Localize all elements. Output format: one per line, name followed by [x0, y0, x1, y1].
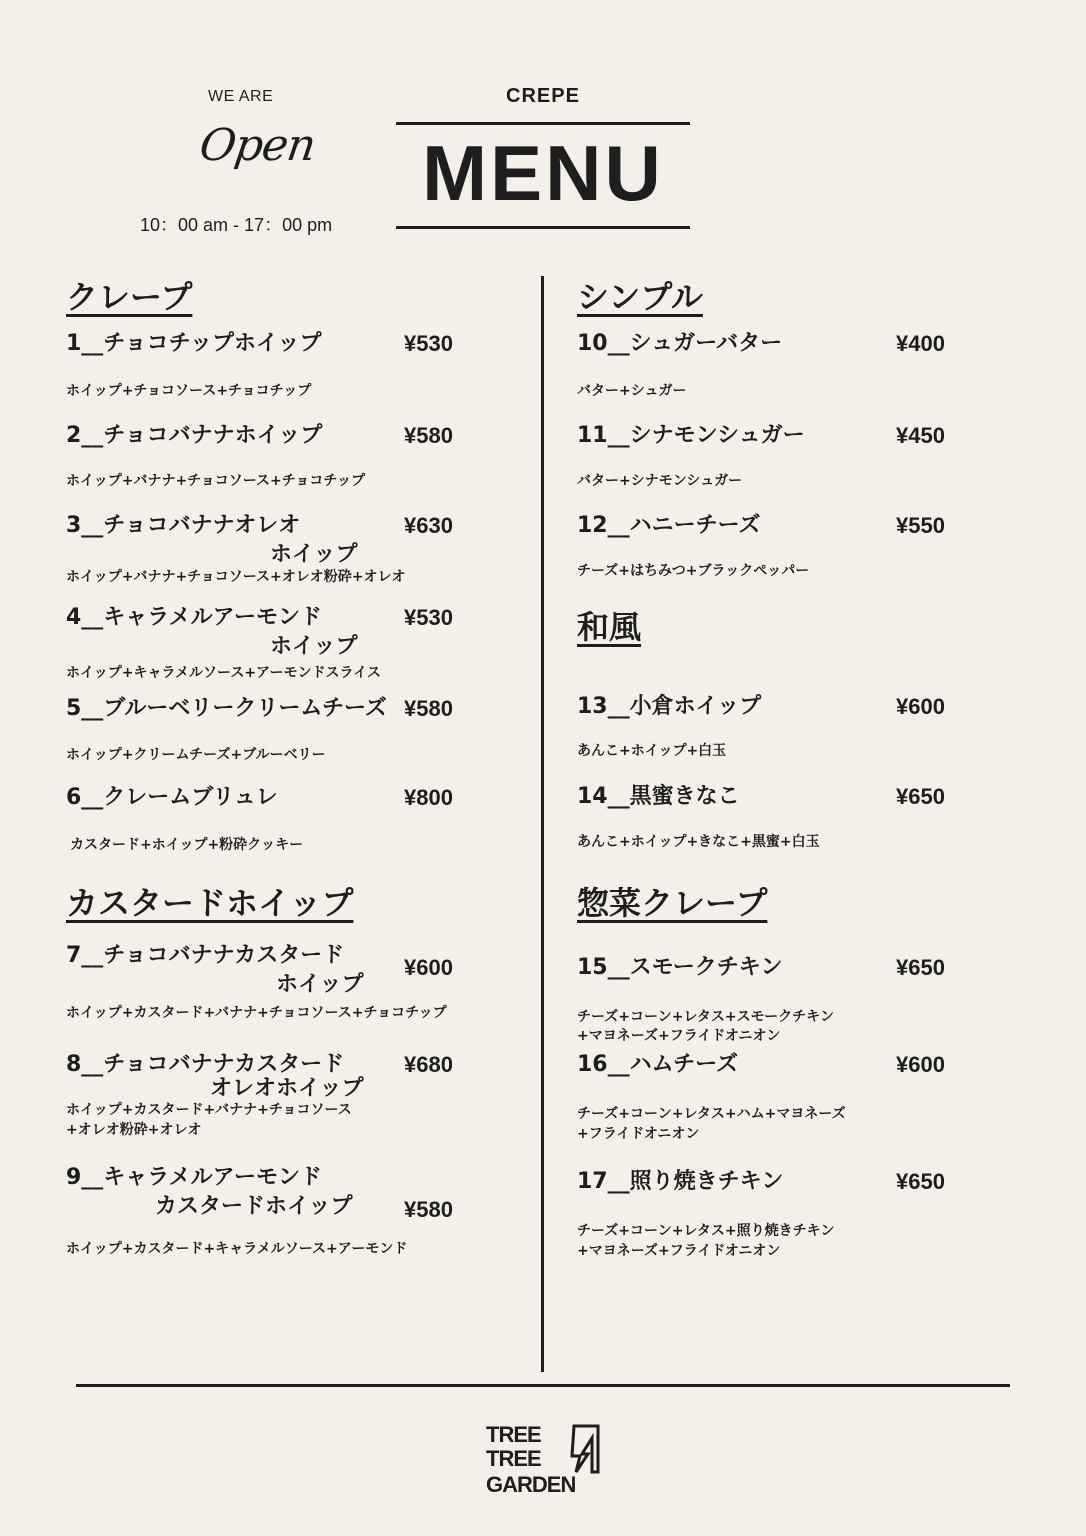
menu-item-name-line2: オレオホイップ — [210, 1076, 364, 1101]
title-rule-bottom — [396, 226, 690, 229]
menu-item-name: 1__チョコチップホイップ — [66, 331, 322, 356]
crepe-label: CREPE — [506, 85, 580, 107]
menu-item-price: ¥680 — [404, 1052, 453, 1077]
menu-item-name: 4__キャラメルアーモンド — [66, 605, 322, 630]
menu-item-name: 8__チョコバナナカスタード — [66, 1052, 345, 1077]
menu-item-desc: バター+シュガー — [577, 383, 687, 399]
menu-item-price: ¥530 — [404, 605, 453, 630]
menu-item-desc: カスタード+ホイップ+粉砕クッキー — [70, 837, 304, 853]
menu-item-desc: ホイップ+カスタード+バナナ+チョコソース+チョコチップ — [66, 1005, 447, 1021]
menu-item-price: ¥450 — [896, 423, 945, 448]
section-title-simple: シンプル — [577, 278, 703, 316]
menu-item-desc: ホイップ+バナナ+チョコソース+オレオ粉砕+オレオ — [66, 569, 406, 585]
menu-item-name: 16__ハムチーズ — [577, 1052, 739, 1077]
menu-item-name: 11__シナモンシュガー — [577, 423, 805, 448]
logo-line3: GARDEN — [486, 1472, 576, 1497]
section-title-savory: 惣菜クレープ — [577, 884, 768, 922]
menu-item-price: ¥400 — [896, 331, 945, 356]
menu-item-desc: チーズ+コーン+レタス+スモークチキン — [577, 1009, 834, 1025]
menu-item-name-line2: ホイップ — [270, 634, 358, 659]
section-title-japanese: 和風 — [577, 608, 642, 646]
menu-item-desc: チーズ+コーン+レタス+照り焼きチキン — [577, 1223, 835, 1239]
menu-item-name: 12__ハニーチーズ — [577, 513, 761, 538]
menu-item-desc: ホイップ+クリームチーズ+ブルーベリー — [66, 747, 326, 763]
menu-item-desc-line2: +マヨネーズ+フライドオニオン — [577, 1028, 781, 1044]
menu-item-name: 9__キャラメルアーモンド — [66, 1165, 322, 1190]
section-title-custard: カスタードホイップ — [66, 884, 354, 922]
menu-item-price: ¥580 — [404, 1197, 453, 1222]
menu-item-price: ¥600 — [896, 1052, 945, 1077]
menu-item-desc: ホイップ+キャラメルソース+アーモンドスライス — [66, 665, 381, 681]
menu-item-name: 14__黒蜜きなこ — [577, 784, 740, 809]
menu-item-name: 10__シュガーバター — [577, 331, 783, 356]
menu-item-price: ¥650 — [896, 955, 945, 980]
menu-item-price: ¥650 — [896, 784, 945, 809]
menu-item-price: ¥550 — [896, 513, 945, 538]
logo-line1: TREE — [486, 1422, 541, 1447]
menu-item-name: 5__ブルーベリークリームチーズ — [66, 696, 387, 721]
menu-item-desc: チーズ+はちみつ+ブラックペッパー — [577, 563, 810, 579]
column-divider — [541, 276, 544, 1372]
menu-item-name-line2: カスタードホイップ — [155, 1194, 353, 1219]
open-script-label: Open — [196, 120, 319, 171]
tree-tree-garden-logo — [486, 1424, 602, 1500]
menu-item-name: 6__クレームブリュレ — [66, 785, 278, 810]
menu-item-name: 13__小倉ホイップ — [577, 694, 762, 719]
lightning-tree-icon — [564, 1424, 600, 1474]
menu-item-desc: チーズ+コーン+レタス+ハム+マヨネーズ — [577, 1106, 846, 1122]
logo-line2: TREE — [486, 1446, 541, 1471]
menu-item-price: ¥600 — [404, 955, 453, 980]
menu-item-price: ¥650 — [896, 1169, 945, 1194]
menu-item-price: ¥630 — [404, 513, 453, 538]
we-are-label: WE ARE — [208, 88, 274, 105]
footer-rule — [76, 1384, 1010, 1387]
menu-item-price: ¥580 — [404, 423, 453, 448]
section-title-crepe: クレープ — [66, 278, 193, 316]
menu-item-name: 2__チョコバナナホイップ — [66, 423, 323, 448]
title-rule-top — [396, 122, 690, 125]
menu-item-name: 15__スモークチキン — [577, 955, 783, 980]
menu-item-desc: ホイップ+バナナ+チョコソース+チョコチップ — [66, 473, 365, 489]
menu-item-name: 7__チョコバナナカスタード — [66, 943, 345, 968]
menu-item-price: ¥580 — [404, 696, 453, 721]
menu-item-desc-line2: +マヨネーズ+フライドオニオン — [577, 1243, 781, 1259]
menu-item-price: ¥600 — [896, 694, 945, 719]
menu-item-desc: あんこ+ホイップ+きなこ+黒蜜+白玉 — [577, 834, 820, 850]
menu-item-name-line2: ホイップ — [276, 972, 364, 997]
menu-title: MENU — [422, 129, 664, 217]
menu-item-desc: バター+シナモンシュガー — [577, 473, 743, 489]
menu-item-price: ¥800 — [404, 785, 453, 810]
menu-item-name-line2: ホイップ — [270, 542, 358, 567]
menu-item-desc-line2: +フライドオニオン — [577, 1126, 700, 1142]
menu-item-desc: ホイップ+チョコソース+チョコチップ — [66, 383, 312, 399]
menu-item-desc: あんこ+ホイップ+白玉 — [577, 743, 727, 759]
menu-item-desc-line2: +オレオ粉砕+オレオ — [66, 1122, 202, 1138]
menu-item-desc: ホイップ+カスタード+キャラメルソース+アーモンド — [66, 1241, 408, 1257]
menu-item-name: 3__チョコバナナオレオ — [66, 513, 301, 538]
menu-item-desc: ホイップ+カスタード+バナナ+チョコソース — [66, 1102, 352, 1118]
menu-item-name: 17__照り焼きチキン — [577, 1169, 784, 1194]
menu-item-price: ¥530 — [404, 331, 453, 356]
business-hours: 10：00 am - 17：00 pm — [140, 215, 333, 235]
